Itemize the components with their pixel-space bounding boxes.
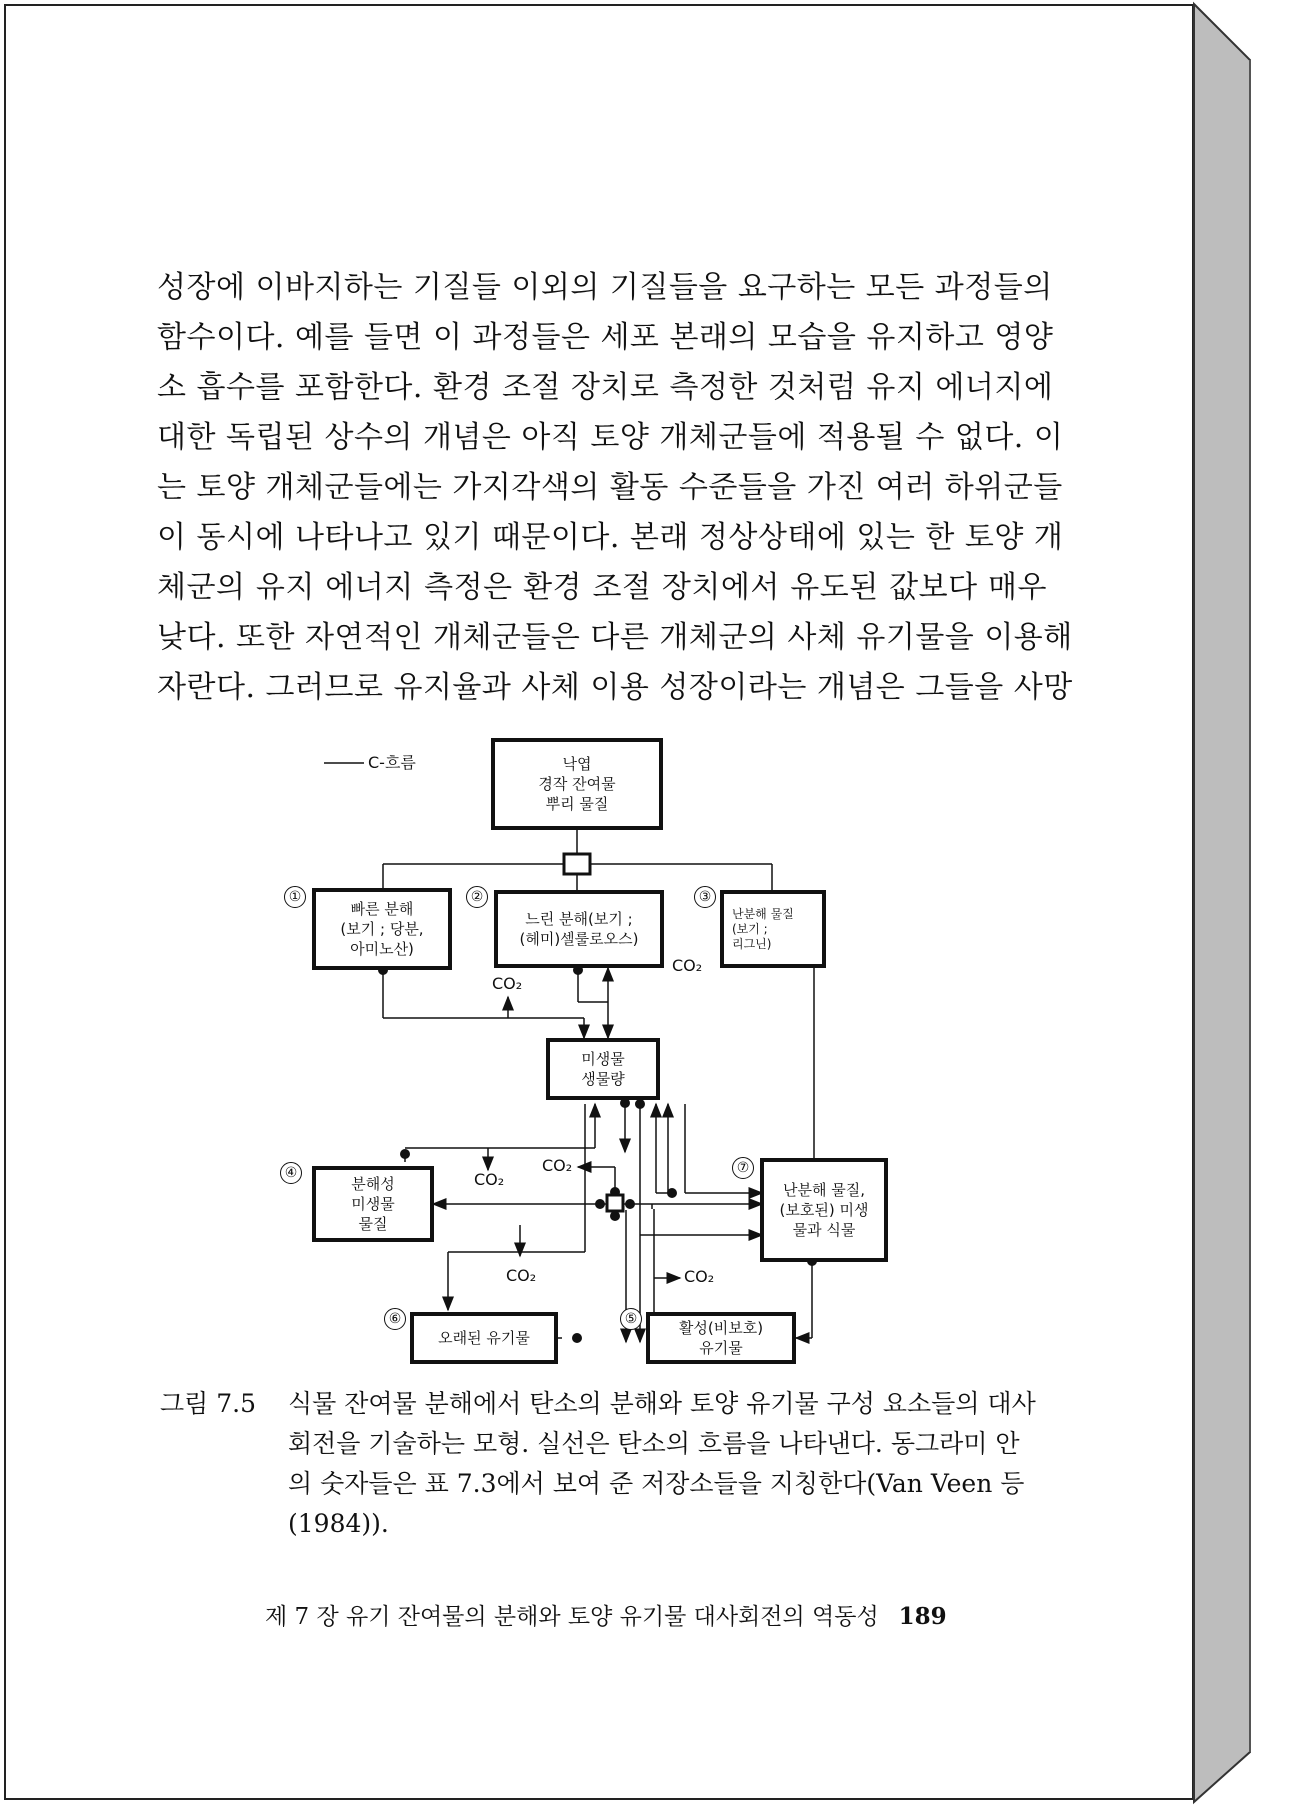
pool-number-6: ⑥ [384,1308,406,1330]
slow-decomposition-box: 느린 분해(보기 ; (헤미)셀룰로오스) [494,890,664,968]
co2-label: CO₂ [684,1267,715,1286]
decomposable-microbial-box: 분해성 미생물 물질 [312,1166,434,1242]
caption-text [288,1384,1050,1544]
body-line: 는 토양 개체군들에는 가지각색의 활동 수준들을 가진 여러 하위군들 [157,470,1063,505]
co2-label: CO₂ [542,1156,573,1175]
protected-organic-box: 난분해 물질, (보호된) 미생 물과 식물 [760,1158,888,1262]
caption-line: (1984)). [288,1509,389,1538]
body-paragraph [157,263,1073,713]
old-organic-box: 오래된 유기물 [410,1312,558,1364]
caption-line: 회전을 기술하는 모형. 실선은 탄소의 흐름을 나타낸다. 동그라미 안 [288,1429,1020,1458]
split-node [564,854,590,874]
body-line: 이 동시에 나타나고 있기 때문이다. 본래 정상상태에 있는 한 토양 개 [157,520,1064,555]
co2-label: CO₂ [506,1266,537,1285]
co2-label: CO₂ [492,974,523,993]
caption-label: 그림 7.5 [160,1389,257,1418]
pool-number-2: ② [466,886,488,908]
pool-number-1: ① [284,886,306,908]
body-line: 성장에 이바지하는 기질들 이외의 기질들을 요구하는 모든 과정들의 [157,270,1053,305]
body-line: 낮다. 또한 자연적인 개체군들은 다른 개체군의 사체 유기물을 이용해 [157,620,1073,655]
body-line: 소 흡수를 포함한다. 환경 조절 장치로 측정한 것처럼 유지 에너지에 [157,370,1054,405]
pool-number-4: ④ [280,1162,302,1184]
legend-label: C-흐름 [368,753,416,772]
microbial-biomass-box: 미생물 생물량 [546,1038,660,1100]
caption-line: 의 숫자들은 표 7.3에서 보여 준 저장소들을 지칭한다(Van Veen 등 [288,1469,1025,1498]
center-node [607,1195,623,1211]
fast-decomposition-box: 빠른 분해 (보기 ; 당분, 아미노산) [312,888,452,970]
pool-number-7: ⑦ [732,1157,754,1179]
pool-number-5: ⑤ [620,1308,642,1330]
pool-number-3: ③ [694,886,716,908]
litter-box: 낙엽 경작 잔여물 뿌리 물질 [491,738,663,830]
co2-label: CO₂ [474,1170,505,1189]
body-line: 함수이다. 예를 들면 이 과정들은 세포 본래의 모습을 유지하고 영양 [157,320,1054,355]
body-line: 대한 독립된 상수의 개념은 아직 토양 개체군들에 적용될 수 없다. 이 [157,420,1064,455]
page-footer [265,1598,947,1631]
body-line: 체군의 유지 에너지 측정은 환경 조절 장치에서 유도된 값보다 매우 [157,570,1047,605]
active-organic-box: 활성(비보호) 유기물 [646,1312,796,1364]
resistant-material-box: 난분해 물질 (보기 ; 리그닌) [720,890,826,968]
page-number: 189 [898,1603,947,1630]
body-line: 자란다. 그러므로 유지율과 사체 이용 성장이라는 개념은 그들을 사망 [157,670,1073,705]
co2-label: CO₂ [672,956,703,975]
running-chapter-title: 제 7 장 유기 잔여물의 분해와 토양 유기물 대사회전의 역동성 [265,1604,879,1630]
caption-line: 식물 잔여물 분해에서 탄소의 분해와 토양 유기물 구성 요소들의 대사 [288,1389,1036,1418]
carbon-flow-diagram [280,730,920,1370]
